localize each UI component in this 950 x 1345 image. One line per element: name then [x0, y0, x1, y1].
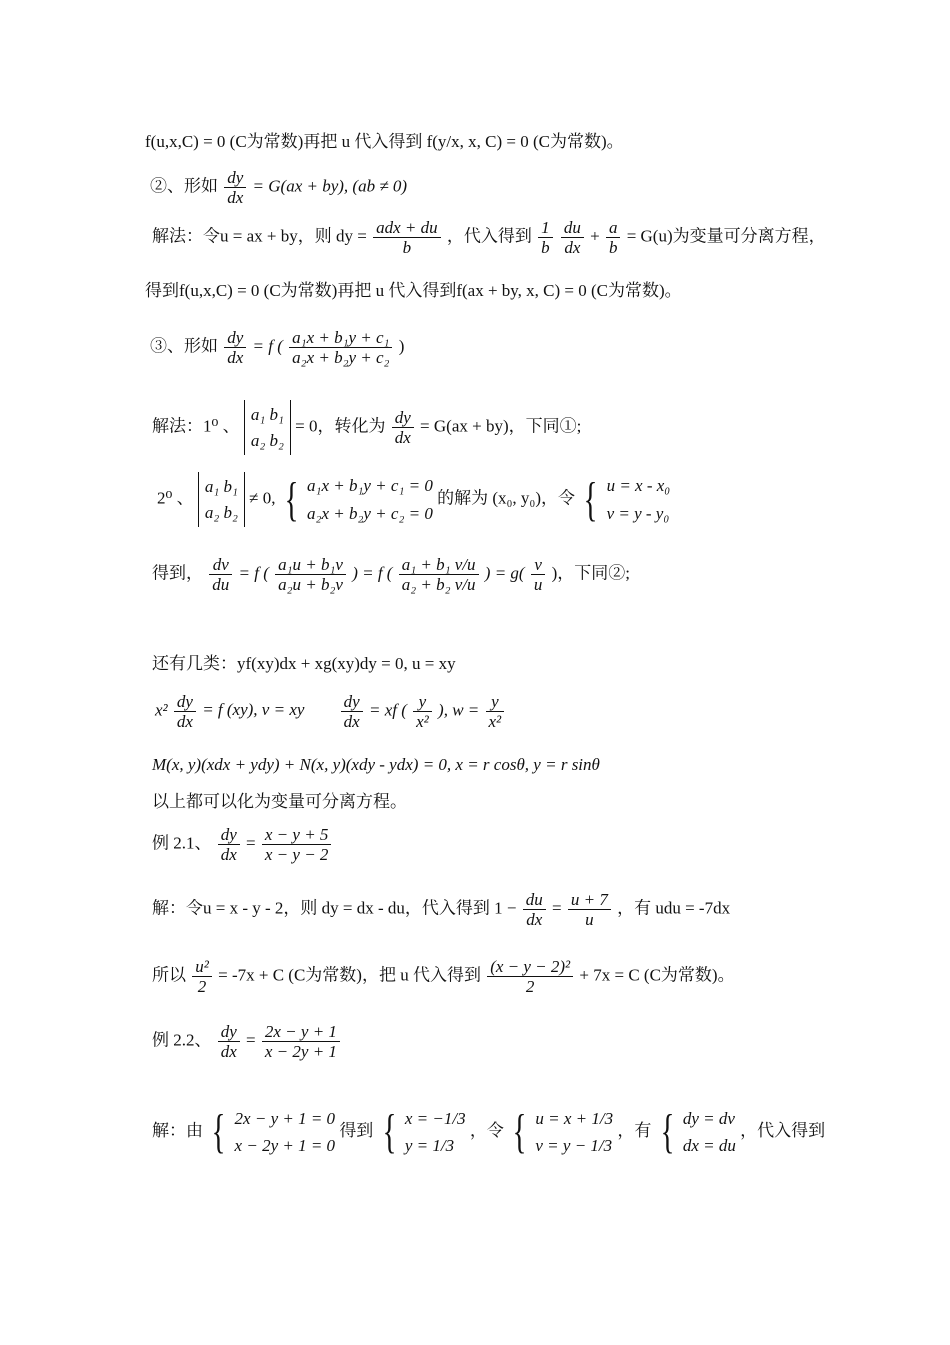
fraction: [224, 328, 246, 367]
denominator: u: [585, 910, 594, 929]
numerator: adx + du: [373, 218, 441, 238]
denominator: dx: [227, 188, 244, 207]
denominator: a₂u + b₂v: [278, 575, 343, 594]
equation-row: 2x − y + 1 = 0: [234, 1109, 336, 1128]
numerator: y: [486, 692, 505, 712]
denominator: b: [608, 238, 618, 257]
operator: +: [590, 226, 600, 246]
denominator: b: [402, 238, 412, 257]
numerator: y: [413, 692, 432, 712]
text: 的解为 (x₀, y₀)，令: [437, 488, 576, 508]
numerator: a: [606, 218, 621, 238]
equation-system: [607, 472, 671, 526]
text: = f (: [238, 563, 269, 583]
denominator: dx: [220, 845, 237, 864]
fraction: [413, 692, 432, 731]
equation: = G(ax + by), (ab ≠ 0): [252, 176, 408, 196]
left-brace: {: [583, 472, 598, 526]
denominator: dx: [176, 712, 193, 731]
line-13: [152, 825, 333, 864]
fraction: [341, 692, 363, 731]
equation-row: dy = dv: [682, 1109, 735, 1128]
label: ②、形如: [150, 176, 218, 196]
text: ，有 udu = -7dx: [617, 898, 731, 918]
fraction: [192, 957, 212, 996]
denominator: dx: [343, 712, 360, 731]
line-16: [152, 1022, 342, 1061]
fraction: [606, 218, 621, 257]
text: ，令: [469, 1121, 504, 1141]
fraction: [275, 555, 346, 594]
numerator: dy: [392, 408, 414, 428]
line-11: M(x, y)(xdx + ydy) + N(x, y)(xdy - ydx) = 0, x = r cosθ, y = r sinθ: [152, 755, 600, 774]
line-2: [150, 168, 407, 207]
determinant: [244, 400, 291, 455]
fraction: [262, 1022, 340, 1061]
text: =: [246, 1030, 256, 1050]
left-brace: {: [512, 1105, 527, 1159]
numerator: u²: [192, 957, 212, 977]
text: 得到: [339, 1121, 374, 1141]
equation-row: dx = du: [682, 1136, 736, 1156]
text: ) = f (: [352, 563, 393, 583]
equation-system: [535, 1105, 613, 1159]
numerator: dy: [218, 825, 240, 845]
denominator: x²: [488, 712, 502, 731]
left-brace: {: [211, 1105, 226, 1159]
text: ) = g(: [484, 563, 525, 583]
text: + 7x = C (C为常数)。: [579, 965, 735, 985]
equation-row: a₂x + b₂y + c₂ = 0: [307, 503, 433, 523]
det-row: a₂ b₂: [250, 430, 284, 450]
text: = xf (: [368, 700, 407, 720]
denominator: dx: [564, 238, 581, 257]
denominator: a₂x + b₂y + c₂: [292, 348, 390, 367]
equation-row: v = y - y₀: [606, 503, 670, 523]
line-14: [152, 890, 730, 929]
equation-row: y = 1/3: [404, 1136, 455, 1156]
equation-system: [405, 1105, 466, 1159]
denominator: x − 2y + 1: [264, 1042, 337, 1061]
denominator: dx: [394, 428, 411, 447]
numerator: dv: [209, 555, 232, 575]
text: ，代入得到: [446, 226, 532, 246]
line-17: [152, 1105, 825, 1159]
text: 所以: [152, 965, 186, 985]
text: 解：令u = x - y - 2，则 dy = dx - du，代入得到 1 −: [152, 898, 517, 918]
fraction: [224, 168, 246, 207]
text: 得到，: [152, 563, 203, 583]
det-row: a₁ b₁: [250, 405, 284, 424]
left-brace: {: [660, 1105, 675, 1159]
line-9: 还有几类：yf(xy)dx + xg(xy)dy = 0, u = xy: [152, 654, 456, 673]
denominator: du: [212, 575, 230, 594]
text: = 0，转化为: [295, 416, 386, 436]
denominator: a₂ + b₂ v/u: [401, 575, 476, 594]
equation-system: [683, 1105, 736, 1159]
numerator: a₁u + b₁v: [275, 555, 346, 575]
determinant: [198, 472, 245, 527]
fraction: [373, 218, 441, 257]
denominator: u: [533, 575, 543, 594]
numerator: (x − y − 2)²: [487, 957, 573, 977]
equation-row: x − 2y + 1 = 0: [234, 1136, 336, 1156]
fraction: [392, 408, 414, 447]
line-1: f(u,x,C) = 0 (C为常数)再把 u 代入得到 f(y/x, x, C) = 0 (C为常数)。: [145, 132, 624, 151]
denominator: 2: [525, 977, 535, 996]
text: ): [398, 336, 405, 356]
left-brace: {: [284, 472, 299, 526]
fraction: [399, 555, 479, 594]
fraction: [561, 218, 584, 257]
fraction: [218, 1022, 240, 1061]
fraction: [531, 555, 546, 594]
line-10: [155, 692, 506, 731]
label: ③、形如: [150, 336, 218, 356]
example-label: 例 2.1、: [152, 833, 212, 853]
numerator: du: [523, 890, 546, 910]
fraction: [209, 555, 232, 594]
text: )，下同②;: [551, 563, 630, 583]
text: 2⁰ 、: [157, 488, 194, 508]
numerator: u + 7: [568, 890, 611, 910]
text: 解：由: [152, 1121, 203, 1141]
numerator: a₁ + b₁ v/u: [399, 555, 479, 575]
numerator: dy: [224, 328, 246, 348]
fraction: [568, 890, 611, 929]
text: ), w =: [438, 700, 480, 720]
text: ≠ 0,: [249, 488, 276, 508]
equation-row: a₁x + b₁y + c₁ = 0: [307, 476, 433, 496]
numerator: 1: [538, 218, 553, 238]
equation-row: v = y − 1/3: [535, 1136, 613, 1156]
text: ，有: [617, 1121, 652, 1141]
fraction: [262, 825, 332, 864]
line-15: [152, 957, 735, 996]
line-3: [152, 218, 826, 257]
fraction: [538, 218, 553, 257]
denominator: dx: [227, 348, 244, 367]
text: = G(ax + by)，下同①;: [420, 416, 582, 436]
text: =: [246, 833, 256, 853]
text: 解法：令u = ax + by，则 dy =: [152, 226, 367, 246]
det-row: a₂ b₂: [204, 502, 238, 522]
numerator: x − y + 5: [262, 825, 332, 845]
fraction: [174, 692, 196, 731]
text: = G(u)为变量可分离方程，: [626, 226, 826, 246]
equation-system: [235, 1105, 336, 1159]
equation-system: [307, 472, 433, 526]
example-label: 例 2.2、: [152, 1030, 212, 1050]
text: = f (xy), v = xy: [202, 700, 305, 720]
numerator: du: [561, 218, 584, 238]
text: = -7x + C (C为常数)，把 u 代入得到: [218, 965, 481, 985]
text: 解法：1⁰ 、: [152, 416, 240, 436]
det-row: a₁ b₁: [204, 477, 238, 496]
numerator: dy: [218, 1022, 240, 1042]
denominator: b: [541, 238, 550, 257]
fraction: [487, 957, 573, 996]
fraction: [289, 328, 392, 367]
text: ，代入得到: [740, 1121, 826, 1141]
numerator: 2x − y + 1: [262, 1022, 340, 1042]
left-brace: {: [382, 1105, 396, 1159]
line-12: 以上都可以化为变量可分离方程。: [152, 792, 407, 811]
numerator: a₁x + b₁y + c₁: [289, 328, 392, 348]
text: x²: [155, 700, 168, 720]
numerator: dy: [174, 692, 196, 712]
line-4: 得到f(u,x,C) = 0 (C为常数)再把 u 代入得到f(ax + by, x, C) = 0 (C为常数)。: [145, 281, 682, 300]
fraction: [218, 825, 240, 864]
denominator: 2: [197, 977, 207, 996]
line-7: [157, 472, 670, 527]
denominator: dx: [220, 1042, 237, 1061]
text: = f (: [252, 336, 283, 356]
numerator: dy: [224, 168, 246, 188]
denominator: dx: [526, 910, 543, 929]
line-5: [150, 328, 404, 367]
equation-row: x = −1/3: [404, 1109, 466, 1128]
denominator: x²: [416, 712, 429, 731]
text: =: [552, 898, 562, 918]
line-8: [152, 555, 630, 594]
line-6: [152, 400, 581, 455]
fraction: [523, 890, 546, 929]
fraction: [486, 692, 505, 731]
equation-row: u = x - x₀: [606, 476, 671, 496]
equation-row: u = x + 1/3: [535, 1109, 614, 1128]
numerator: v: [531, 555, 546, 575]
denominator: x − y − 2: [264, 845, 329, 864]
numerator: dy: [341, 692, 363, 712]
